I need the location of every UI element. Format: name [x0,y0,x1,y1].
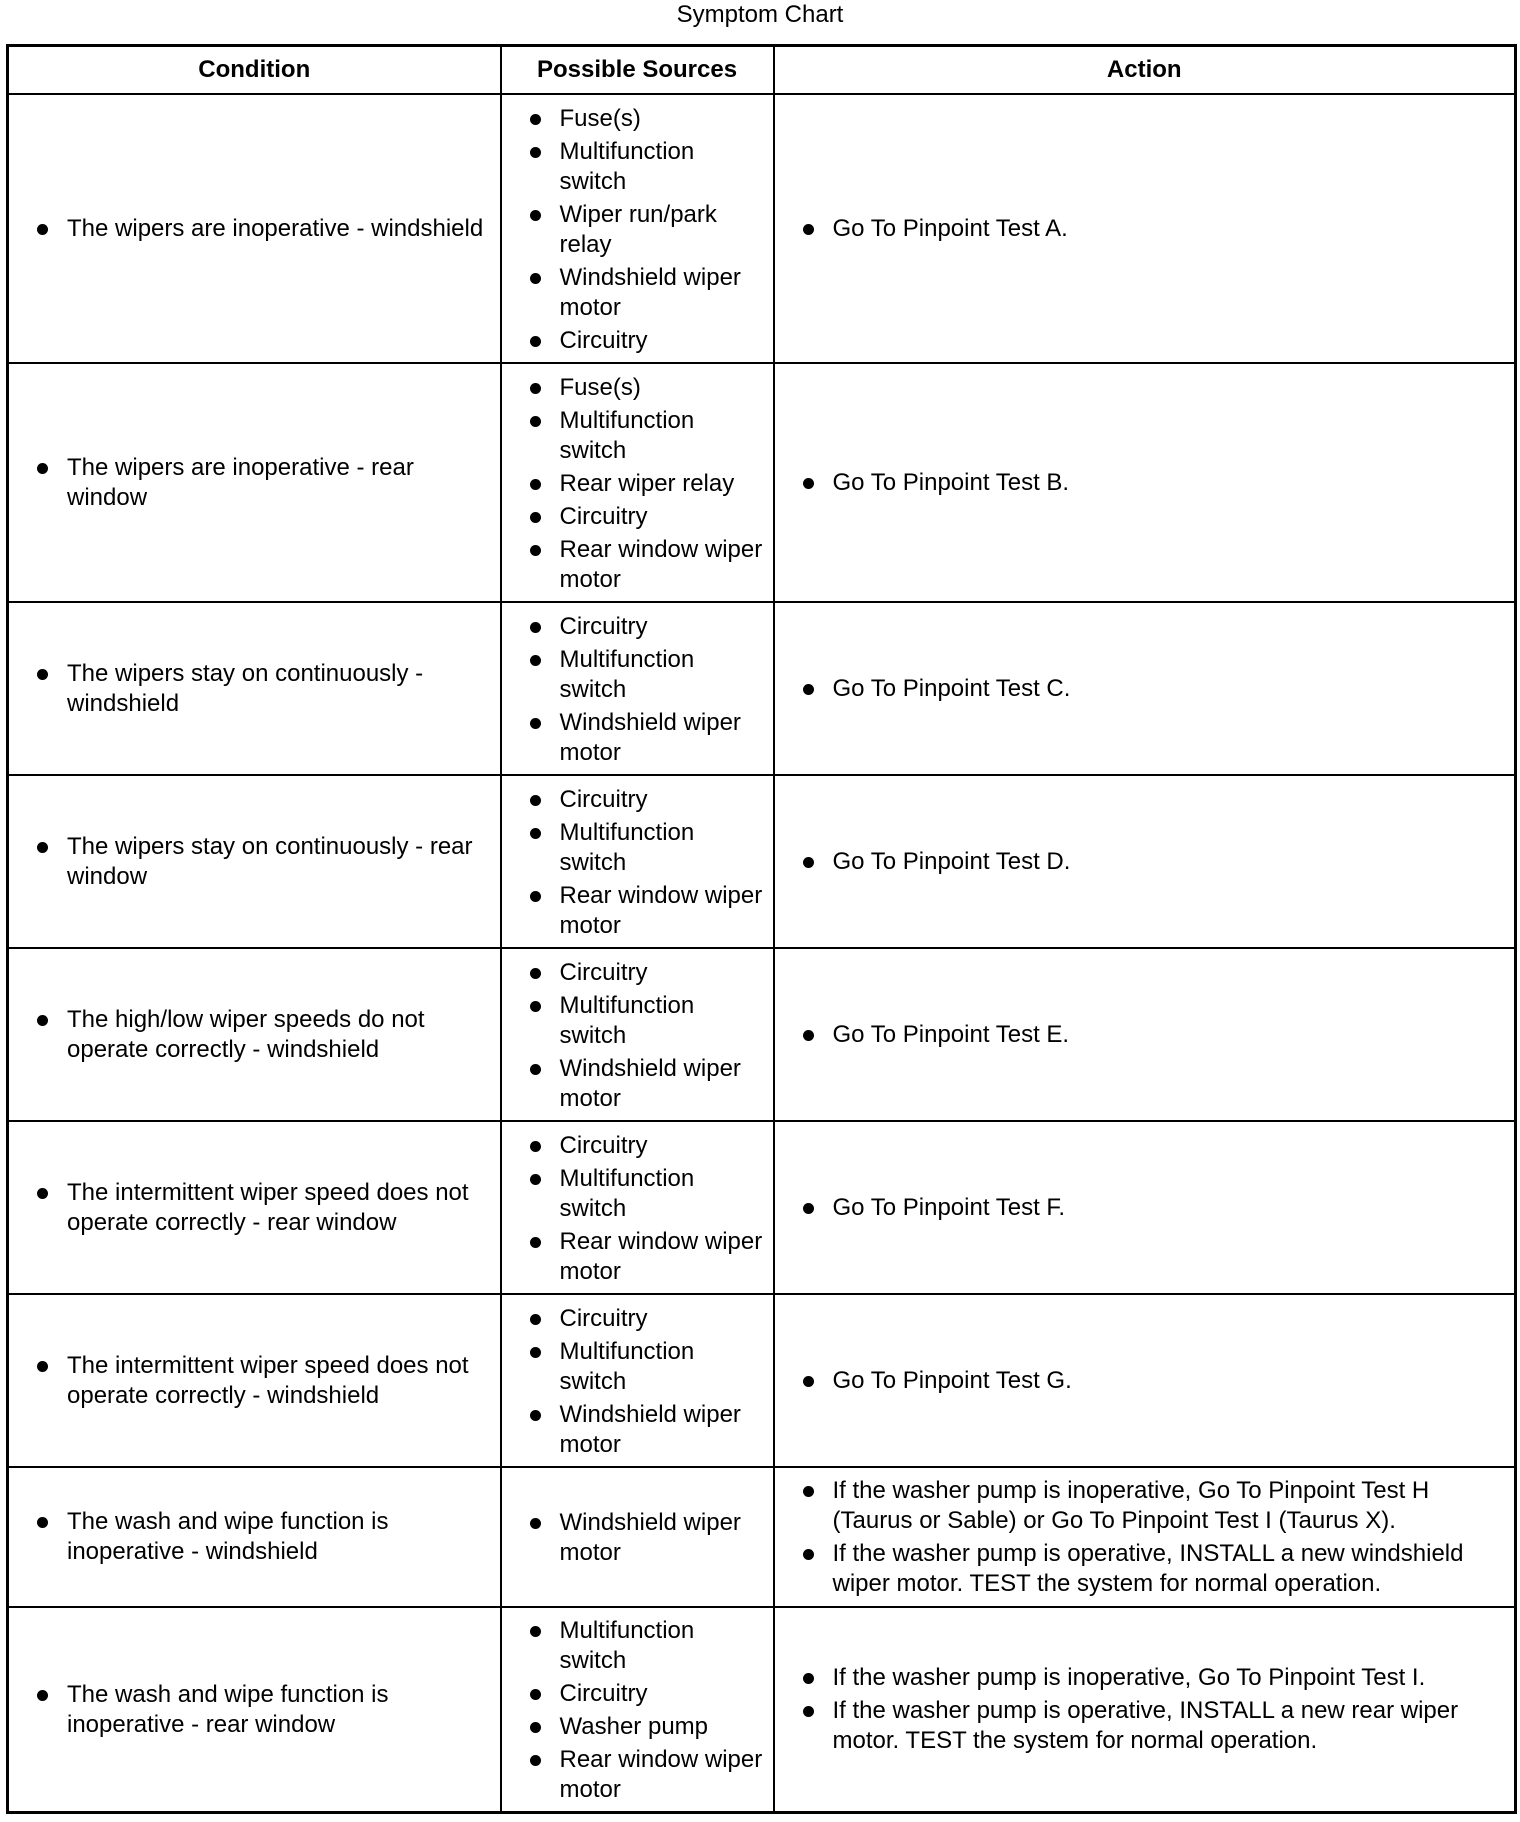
source-item [526,708,767,768]
table-row [8,1607,1516,1813]
source-text: Multifunction switch [559,991,695,1049]
sources-cell [501,363,774,602]
condition-text: The wipers are inoperative - rear window [67,453,414,511]
header-row [8,46,1516,95]
action-text: Go To Pinpoint Test E. [832,1020,1070,1048]
source-item [526,535,767,595]
source-text: Multifunction switch [559,406,695,464]
condition-text: The wipers are inoperative - windshield [67,214,484,242]
source-text: Fuse(s) [559,104,641,132]
source-text: Rear window wiper motor [559,535,763,593]
condition-list [33,1178,494,1238]
bullet-icon [37,224,48,235]
source-text: Windshield wiper motor [559,263,741,321]
source-item [526,645,767,705]
bullet-icon [530,1314,541,1325]
action-cell [774,1294,1516,1467]
bullet-icon [530,416,541,427]
sources-cell [501,602,774,775]
action-cell [774,363,1516,602]
source-list [526,104,767,356]
header-condition: Condition [8,46,501,95]
bullet-icon [530,622,541,633]
bullet-icon [37,1361,48,1372]
source-list [526,785,767,941]
condition-cell [8,775,501,948]
chart-title: Symptom Chart [676,1,844,28]
action-item [799,214,1505,244]
condition-list [33,453,494,513]
source-text: Windshield wiper motor [559,1509,741,1566]
action-list [799,1366,1505,1396]
action-list [799,214,1505,244]
condition-list [33,214,494,244]
condition-text: The wipers stay on continuously - rear window [67,832,473,890]
bullet-icon [530,479,541,490]
source-item [526,406,767,466]
action-text: Go To Pinpoint Test D. [832,847,1071,875]
table-row [8,1121,1516,1294]
condition-item [33,1680,494,1740]
source-text: Washer pump [559,1713,708,1740]
source-text: Windshield wiper motor [559,1400,741,1458]
action-cell [774,948,1516,1121]
sources-cell [501,775,774,948]
source-item [526,263,767,323]
condition-item [33,214,494,244]
bullet-icon [530,655,541,666]
source-text: Rear window wiper motor [559,1746,763,1803]
action-item [799,1020,1505,1050]
sources-cell [501,1121,774,1294]
condition-text: The intermittent wiper speed does not operate correctly - rear window [67,1178,469,1236]
condition-cell [8,1121,501,1294]
table-row [8,948,1516,1121]
source-text: Circuitry [559,502,648,530]
condition-list [33,1351,494,1411]
condition-list [33,832,494,892]
source-text: Circuitry [559,1131,648,1159]
action-list [799,847,1505,877]
action-item [799,674,1505,704]
source-text: Circuitry [559,326,648,354]
action-text: Go To Pinpoint Test C. [832,674,1071,702]
action-list [799,1193,1505,1223]
source-item [526,1131,767,1161]
source-item [526,469,767,499]
source-text: Circuitry [559,1680,648,1707]
action-item [799,1696,1505,1756]
source-item [526,137,767,197]
source-item [526,1508,767,1568]
action-cell [774,775,1516,948]
action-text: Go To Pinpoint Test A. [832,214,1068,242]
symptom-table [6,44,1517,1814]
condition-cell [8,1294,501,1467]
bullet-icon [530,1141,541,1152]
condition-item [33,832,494,892]
source-text: Multifunction switch [559,645,695,703]
action-text: Go To Pinpoint Test B. [832,468,1070,496]
condition-item [33,1005,494,1065]
table-row [8,775,1516,948]
action-text: If the washer pump is operative, INSTALL a new windshield wiper motor. TEST the system for normal operation. [832,1539,1464,1597]
bullet-icon [803,1376,814,1387]
bullet-icon [530,273,541,284]
bullet-icon [530,1347,541,1358]
source-item [526,958,767,988]
source-text: Windshield wiper motor [559,708,741,766]
source-item [526,1337,767,1397]
source-text: Rear window wiper motor [559,1227,763,1285]
action-item [799,468,1505,498]
action-text: Go To Pinpoint Test F. [832,1193,1066,1221]
action-cell [774,94,1516,363]
source-item [526,1679,767,1709]
condition-text: The wash and wipe function is inoperative - rear window [67,1680,389,1738]
source-text: Fuse(s) [559,373,641,401]
source-text: Circuitry [559,1304,648,1332]
bullet-icon [530,1001,541,1012]
sources-cell [501,948,774,1121]
source-list [526,1508,767,1568]
condition-item [33,453,494,513]
bullet-icon [530,1689,541,1700]
condition-list [33,659,494,719]
bullet-icon [37,1188,48,1199]
table-row [8,363,1516,602]
table-row [8,94,1516,363]
condition-text: The high/low wiper speeds do not operate correctly - windshield [67,1005,425,1063]
condition-text: The intermittent wiper speed does not operate correctly - windshield [67,1351,469,1409]
action-item [799,847,1505,877]
source-item [526,991,767,1051]
source-text: Multifunction switch [559,1337,695,1395]
action-item [799,1663,1505,1693]
bullet-icon [530,1626,541,1637]
condition-list [33,1005,494,1065]
action-cell [774,602,1516,775]
bullet-icon [37,1517,48,1528]
table-row [8,602,1516,775]
source-item [526,881,767,941]
bullet-icon [803,478,814,489]
bullet-icon [530,891,541,902]
header-possible-sources: Possible Sources [501,46,774,95]
bullet-icon [530,545,541,556]
source-item [526,1400,767,1460]
source-text: Circuitry [559,958,648,986]
source-list [526,1616,767,1805]
source-text: Multifunction switch [559,1164,695,1222]
condition-text: The wipers stay on continuously - windshield [67,659,424,717]
sources-cell [501,94,774,363]
sources-cell [501,1467,774,1607]
bullet-icon [530,718,541,729]
sources-cell [501,1294,774,1467]
bullet-icon [803,1673,814,1684]
bullet-icon [37,463,48,474]
condition-item [33,1507,494,1567]
source-item [526,818,767,878]
bullet-icon [803,1486,814,1497]
action-item [799,1476,1505,1536]
source-item [526,785,767,815]
sources-cell [501,1607,774,1813]
source-item [526,200,767,260]
bullet-icon [530,828,541,839]
bullet-icon [803,1706,814,1717]
action-list [799,1476,1505,1599]
source-text: Windshield wiper motor [559,1054,741,1112]
source-text: Circuitry [559,612,648,640]
bullet-icon [803,1203,814,1214]
bullet-icon [37,1015,48,1026]
bullet-icon [37,669,48,680]
bullet-icon [530,1410,541,1421]
condition-cell [8,602,501,775]
source-item [526,1745,767,1805]
source-list [526,373,767,595]
action-cell [774,1467,1516,1607]
condition-item [33,1351,494,1411]
source-item [526,1054,767,1114]
action-item [799,1366,1505,1396]
bullet-icon [530,336,541,347]
action-list [799,1663,1505,1756]
condition-list [33,1507,494,1567]
bullet-icon [803,1030,814,1041]
source-list [526,958,767,1114]
action-item [799,1539,1505,1599]
bullet-icon [530,147,541,158]
source-text: Multifunction switch [559,818,695,876]
bullet-icon [803,1549,814,1560]
action-list [799,674,1505,704]
source-text: Wiper run/park relay [559,200,717,258]
bullet-icon [530,1237,541,1248]
source-item [526,373,767,403]
action-list [799,468,1505,498]
condition-cell [8,363,501,602]
source-item [526,1712,767,1742]
header-action: Action [774,46,1516,95]
bullet-icon [530,1174,541,1185]
source-item [526,326,767,356]
source-list [526,1304,767,1460]
source-item [526,502,767,532]
bullet-icon [37,842,48,853]
bullet-icon [530,114,541,125]
condition-item [33,1178,494,1238]
bullet-icon [530,210,541,221]
source-item [526,612,767,642]
source-text: Rear wiper relay [559,469,735,497]
action-text: If the washer pump is inoperative, Go To Pinpoint Test I. [832,1664,1426,1691]
source-item [526,1304,767,1334]
source-text: Circuitry [559,785,648,813]
action-cell [774,1607,1516,1813]
table-row [8,1294,1516,1467]
action-cell [774,1121,1516,1294]
condition-cell [8,948,501,1121]
bullet-icon [530,1755,541,1766]
bullet-icon [803,684,814,695]
table-row [8,1467,1516,1607]
bullet-icon [530,1064,541,1075]
source-item [526,1616,767,1676]
source-item [526,1164,767,1224]
condition-cell [8,1467,501,1607]
source-text: Rear window wiper motor [559,881,763,939]
condition-item [33,659,494,719]
action-item [799,1193,1505,1223]
source-list [526,612,767,768]
condition-cell [8,94,501,363]
bullet-icon [530,795,541,806]
action-text: Go To Pinpoint Test G. [832,1366,1072,1394]
action-text: If the washer pump is inoperative, Go To Pinpoint Test H (Taurus or Sable) or Go To Pinpoint Test I (Taurus X). [832,1476,1430,1534]
bullet-icon [37,1690,48,1701]
condition-list [33,1680,494,1740]
action-text: If the washer pump is operative, INSTALL a new rear wiper motor. TEST the system for normal operation. [832,1697,1459,1754]
table-body [8,94,1516,1813]
bullet-icon [530,968,541,979]
bullet-icon [803,857,814,868]
bullet-icon [530,383,541,394]
bullet-icon [530,512,541,523]
source-list [526,1131,767,1287]
bullet-icon [803,224,814,235]
condition-text: The wash and wipe function is inoperative - windshield [67,1508,389,1565]
source-item [526,1227,767,1287]
action-list [799,1020,1505,1050]
bullet-icon [530,1722,541,1733]
source-text: Multifunction switch [559,1617,695,1674]
condition-cell [8,1607,501,1813]
bullet-icon [530,1518,541,1529]
source-item [526,104,767,134]
source-text: Multifunction switch [559,137,695,195]
